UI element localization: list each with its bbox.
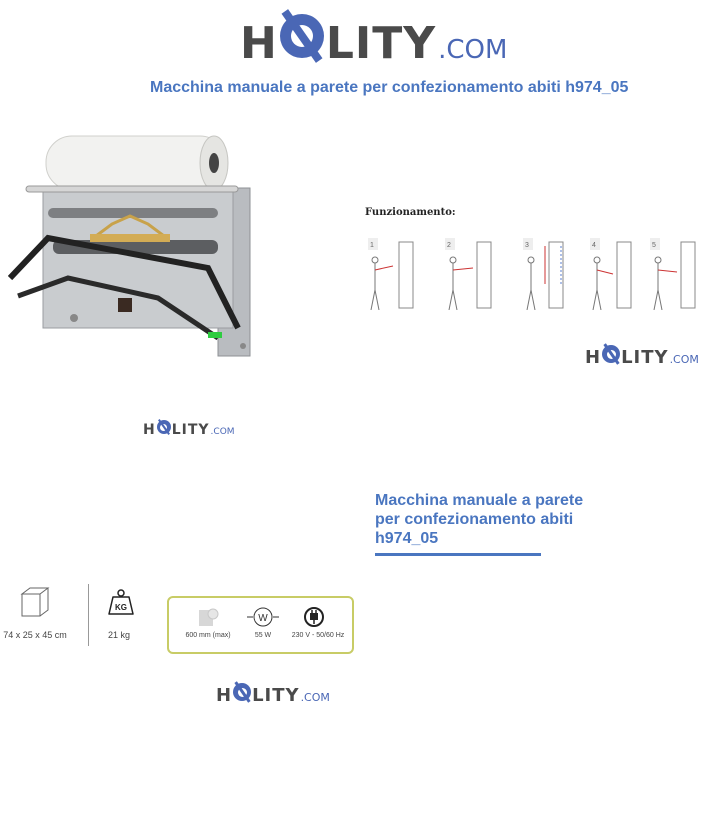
logo-letters: LITY xyxy=(171,422,210,438)
brand-logo-ops xyxy=(585,345,699,368)
power-icon xyxy=(247,606,279,628)
brand-logo[interactable] xyxy=(240,14,507,69)
step-number: 1 xyxy=(370,242,374,249)
brand-logo-specs xyxy=(216,683,330,706)
step-number: 3 xyxy=(525,242,529,249)
weight-value: 21 kg xyxy=(107,630,131,640)
logo-letter-h: H xyxy=(143,422,156,438)
step-5 xyxy=(650,238,695,310)
logo-suffix: .COM xyxy=(300,691,330,704)
logo-letters: LITY xyxy=(621,347,669,368)
step-3 xyxy=(523,238,563,310)
weight-icon xyxy=(106,588,136,616)
step-4 xyxy=(590,238,631,310)
spec-divider xyxy=(88,584,89,646)
logo-letter-h: H xyxy=(585,347,602,368)
brand-logo-product xyxy=(143,420,235,438)
step-2 xyxy=(445,238,491,310)
logo-letter-h: H xyxy=(216,685,233,706)
spec-table xyxy=(0,584,150,646)
operation-heading: Funzionamento: xyxy=(365,207,456,218)
logo-suffix: .COM xyxy=(210,427,235,437)
product-image[interactable] xyxy=(8,128,258,360)
roll-width-value: 600 mm (max) xyxy=(185,632,231,639)
title-underline xyxy=(375,553,541,556)
step-1 xyxy=(368,238,413,310)
page-title: Macchina manuale a parete per confezionamento abiti h974_05 xyxy=(150,79,629,96)
dimensions-value: 74 x 25 x 45 cm xyxy=(3,630,67,640)
logo-o-mark-icon xyxy=(157,420,171,434)
logo-suffix: .COM xyxy=(438,35,508,65)
plug-icon xyxy=(303,606,325,628)
operation-panel xyxy=(365,207,715,313)
step-number: 2 xyxy=(447,242,451,249)
step-number: 4 xyxy=(592,242,596,249)
logo-letter-h: H xyxy=(240,18,278,69)
box-dimensions-icon xyxy=(18,586,52,618)
power-value: 55 W xyxy=(254,632,272,639)
logo-o-mark-icon xyxy=(280,14,324,58)
operation-steps-figure xyxy=(365,218,715,310)
svg-text:W: W xyxy=(258,613,268,624)
logo-letters: LITY xyxy=(325,18,437,69)
product-title-side: Macchina manuale a parete per confezionamento abiti h974_05 xyxy=(375,492,584,547)
logo-letters: LITY xyxy=(252,685,300,706)
logo-o-mark-icon xyxy=(233,683,251,701)
logo-o-mark-icon xyxy=(602,345,620,363)
svg-text:KG: KG xyxy=(115,603,127,612)
film-roll xyxy=(46,136,226,190)
step-number: 5 xyxy=(652,242,656,249)
voltage-value: 230 V - 50/60 Hz xyxy=(291,632,345,639)
features-box xyxy=(167,596,354,654)
film-roll-icon xyxy=(197,606,219,628)
logo-suffix: .COM xyxy=(669,353,699,366)
